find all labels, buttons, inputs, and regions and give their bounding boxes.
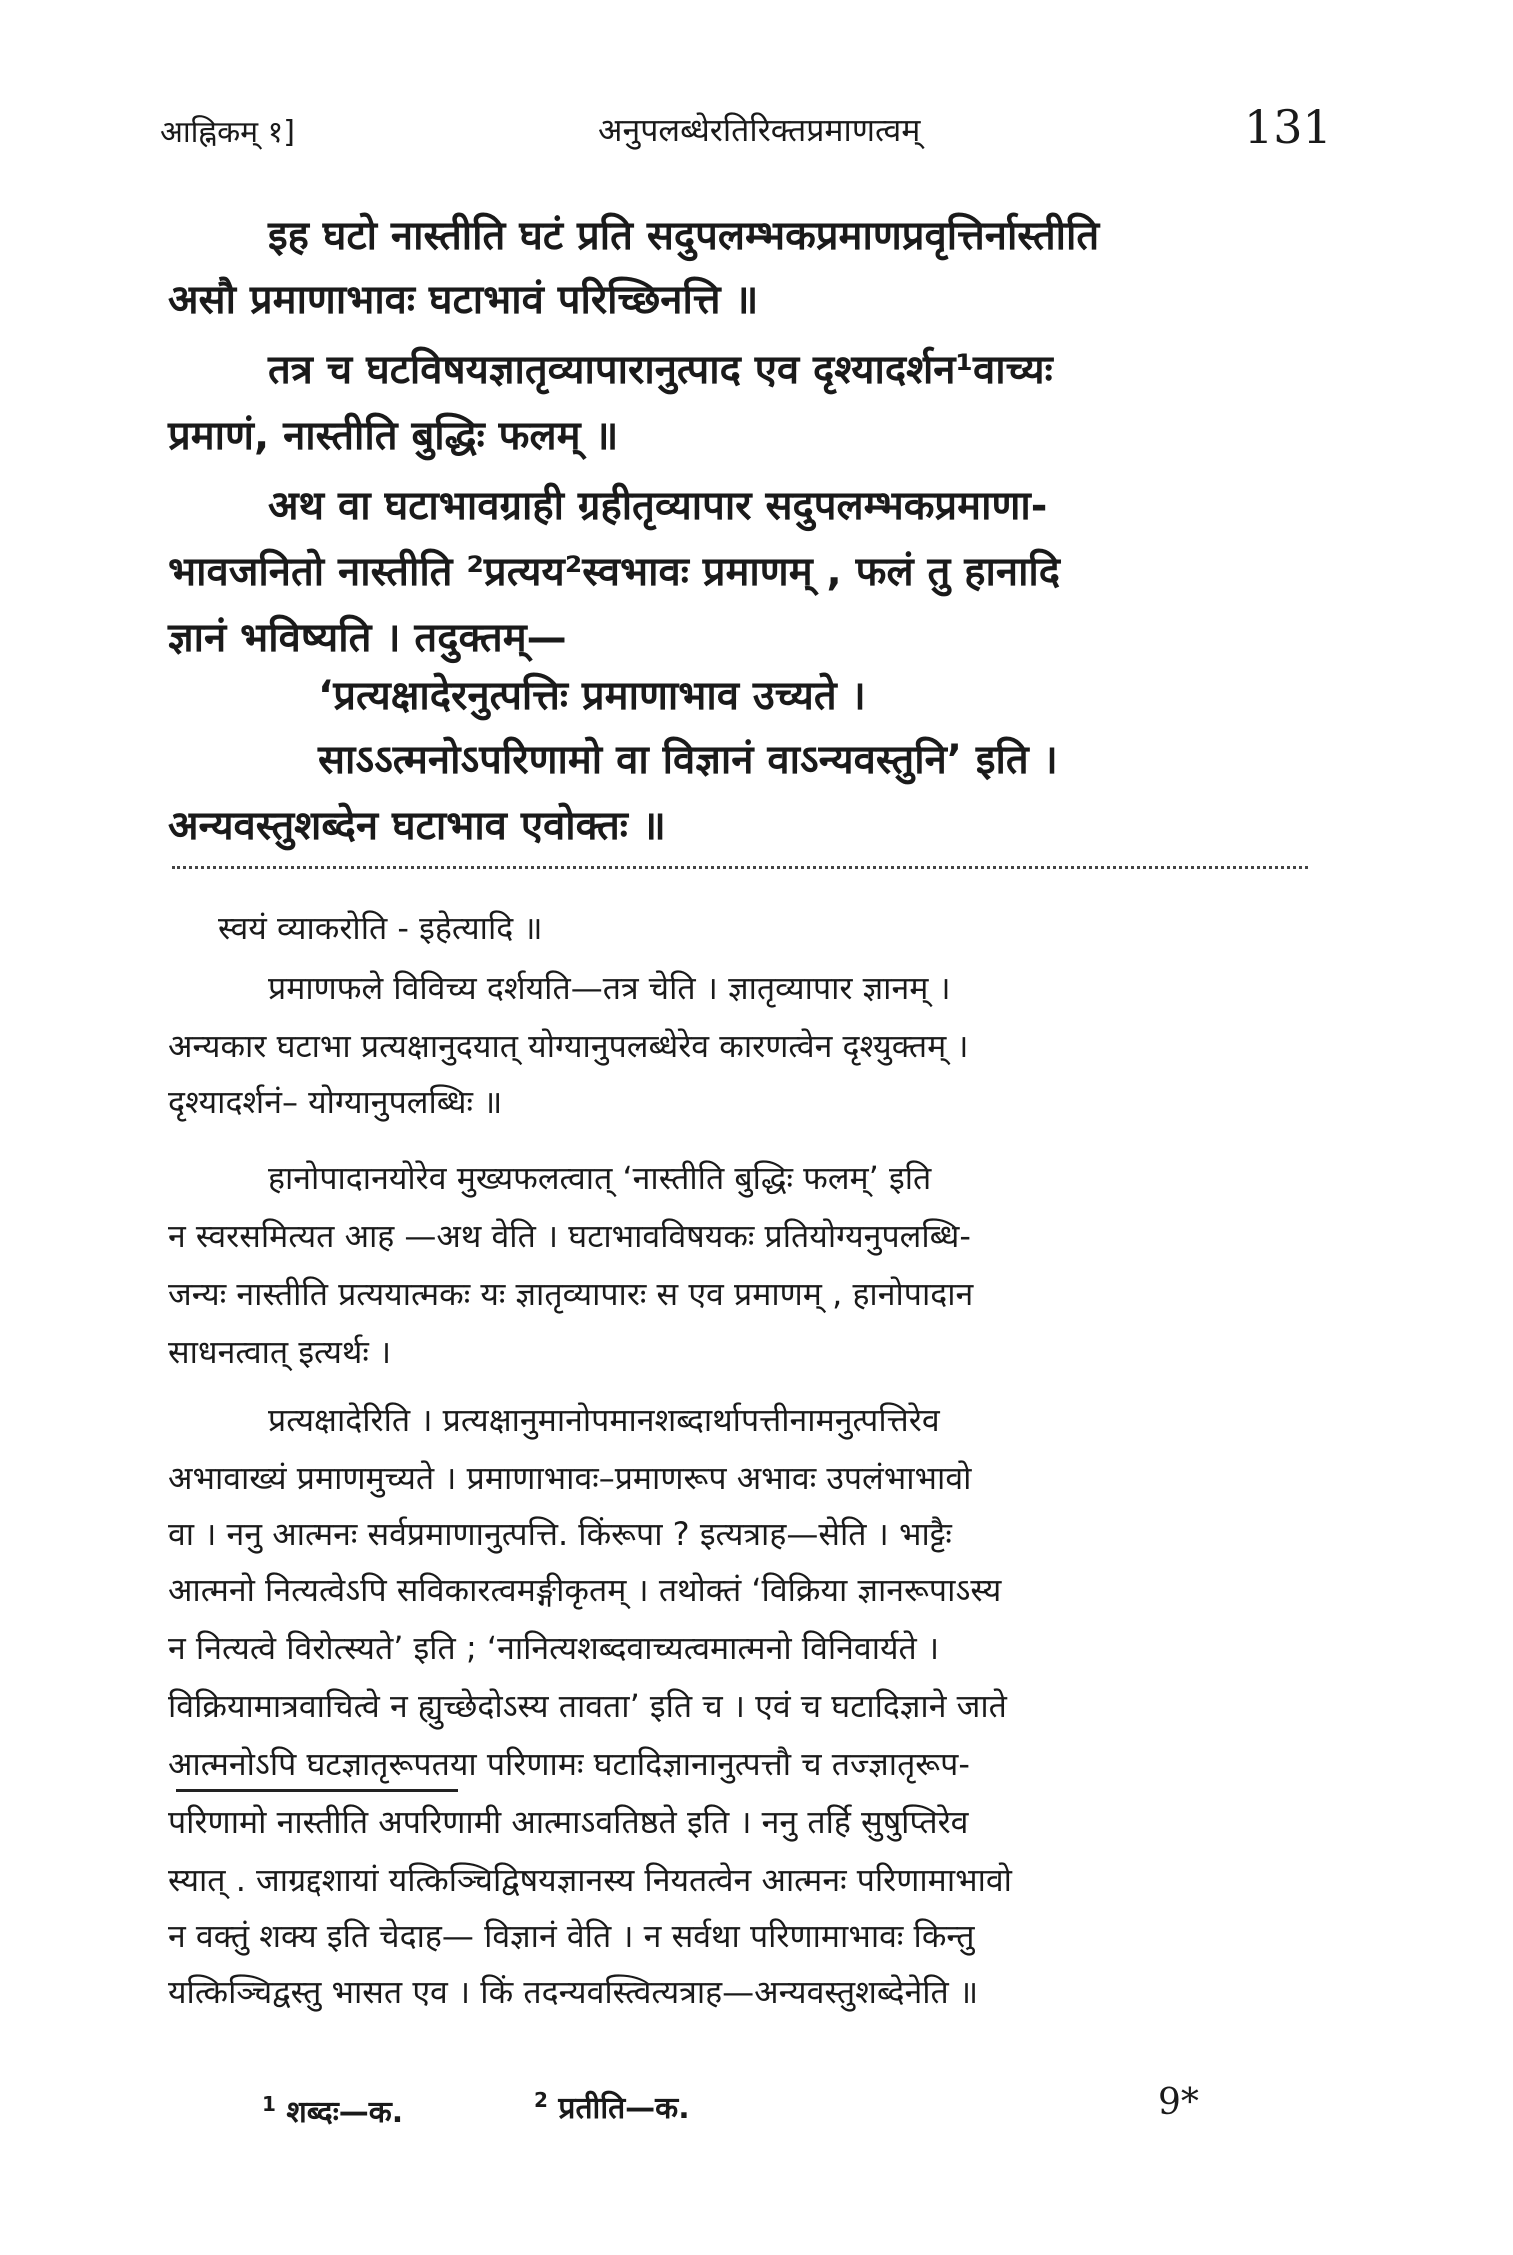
main-line: अन्यवस्तुशब्देन घटाभाव एवोक्तः ॥: [168, 803, 666, 849]
verse-line: साऽऽत्मनोऽपरिणामो वा विज्ञानं वाऽन्यवस्तुनि’ इति ।: [318, 737, 1058, 783]
footnote-1-text: शब्दः—क.: [286, 2095, 404, 2130]
footnote-1: [262, 2090, 403, 2131]
running-title: अनुपलब्धेरतिरिक्तप्रमाणत्वम्: [598, 111, 921, 149]
main-line: तत्र च घटविषयज्ञातृव्यापारानुत्पाद एव दृश्यादर्शन¹वाच्यः: [268, 347, 1053, 393]
main-line: इह घटो नास्तीति घटं प्रति सदुपलम्भकप्रमाणप्रवृत्तिर्नास्तीति: [268, 213, 1100, 259]
commentary-line: साधनत्वात् इत्यर्थः ।: [168, 1333, 392, 1371]
commentary-line: विक्रियामात्रवाचित्वे न ह्युच्छेदोऽस्य तावता’ इति च । एवं च घटादिज्ञाने जाते: [168, 1687, 1007, 1725]
main-line: भावजनितो नास्तीति ²प्रत्यय²स्वभावः प्रमाणम् , फलं तु हानादि: [168, 549, 1061, 595]
footnote-2-text: प्रतीति—क.: [558, 2091, 690, 2126]
commentary-line: जन्यः नास्तीति प्रत्ययात्मकः यः ज्ञातृव्यापारः स एव प्रमाणम् , हानोपादान: [168, 1275, 974, 1313]
commentary-line: अभावाख्यं प्रमाणमुच्यते । प्रमाणाभावः–प्रमाणरूप अभावः उपलंभाभावो: [168, 1459, 972, 1497]
main-line: ज्ञानं भविष्यति । तदुक्तम्—: [168, 615, 567, 661]
commentary-line: यत्किञ्चिद्वस्तु भासत एव । किं तदन्यवस्त्वित्यत्राह—अन्यवस्तुशब्देनेति ॥: [168, 1973, 979, 2011]
commentary-line: प्रत्यक्षादेरिति । प्रत्यक्षानुमानोपमानशब्दार्थापत्तीनामनुत्पत्तिरेव: [268, 1401, 940, 1439]
verse-line: ‘प्रत्यक्षादेरनुत्पत्तिः प्रमाणाभाव उच्यते ।: [318, 673, 866, 719]
commentary-line: न स्वरसमित्यत आह —अथ वेति । घटाभावविषयकः प्रतियोग्यनुपलब्धि-: [168, 1217, 971, 1255]
section-divider: [172, 866, 1308, 869]
footnote-2-mark: 2: [534, 2088, 548, 2112]
commentary-line: स्यात् . जाग्रद्दशायां यत्किञ्चिद्विषयज्ञानस्य नियतत्वेन आत्मनः परिणामाभावो: [168, 1861, 1012, 1899]
signature-mark: 9*: [1158, 2082, 1199, 2123]
commentary-line: आत्मनो नित्यत्वेऽपि सविकारत्वमङ्गीकृतम् । तथोक्तं ‘विक्रिया ज्ञानरूपाऽस्य: [168, 1571, 1002, 1609]
main-line: अथ वा घटाभावग्राही ग्रहीतृव्यापार सदुपलम्भकप्रमाणा-: [268, 483, 1048, 529]
commentary-line: स्वयं व्याकरोति - इहेत्यादि ॥: [218, 909, 543, 947]
footnote-1-mark: 1: [262, 2092, 276, 2116]
commentary-line: वा । ननु आत्मनः सर्वप्रमाणानुत्पत्ति. किंरूपा ? इत्यत्राह—सेति । भाट्टैः: [168, 1515, 952, 1553]
chapter-header: आह्निकम् १]: [160, 115, 295, 150]
commentary-line: अन्यकार घटाभा प्रत्यक्षानुदयात् योग्यानुपलब्धेरेव कारणत्वेन दृश्युक्तम् ।: [168, 1027, 969, 1065]
main-line: असौ प्रमाणाभावः घटाभावं परिच्छिनत्ति ॥: [168, 277, 759, 323]
commentary-line: न नित्यत्वे विरोत्स्यते’ इति ; ‘नानित्यशब्दवाच्यत्वमात्मनो विनिवार्यते ।: [168, 1629, 940, 1667]
commentary-line: आत्मनोऽपि घटज्ञातृरूपतया परिणामः घटादिज्ञानानुत्पत्तौ च तज्ज्ञातृरूप-: [168, 1745, 970, 1783]
commentary-line: दृश्यादर्शनं– योग्यानुपलब्धिः ॥: [168, 1083, 503, 1121]
footnote-2: [534, 2086, 690, 2127]
commentary-line: हानोपादानयोरेव मुख्यफलत्वात् ‘नास्तीति बुद्धिः फलम्’ इति: [268, 1159, 932, 1197]
main-line: प्रमाणं, नास्तीति बुद्धिः फलम् ॥: [168, 413, 619, 459]
commentary-line: प्रमाणफले विविच्य दर्शयति—तत्र चेति । ज्ञातृव्यापार ज्ञानम् ।: [268, 969, 951, 1007]
footnote-rule: [176, 1789, 458, 1792]
page-number: 131: [1244, 100, 1332, 154]
commentary-line: न वक्तुं शक्य इति चेदाह— विज्ञानं वेति । न सर्वथा परिणामाभावः किन्तु: [168, 1917, 975, 1955]
commentary-line: परिणामो नास्तीति अपरिणामी आत्माऽवतिष्ठते इति । ननु तर्हि सुषुप्तिरेव: [168, 1803, 969, 1841]
